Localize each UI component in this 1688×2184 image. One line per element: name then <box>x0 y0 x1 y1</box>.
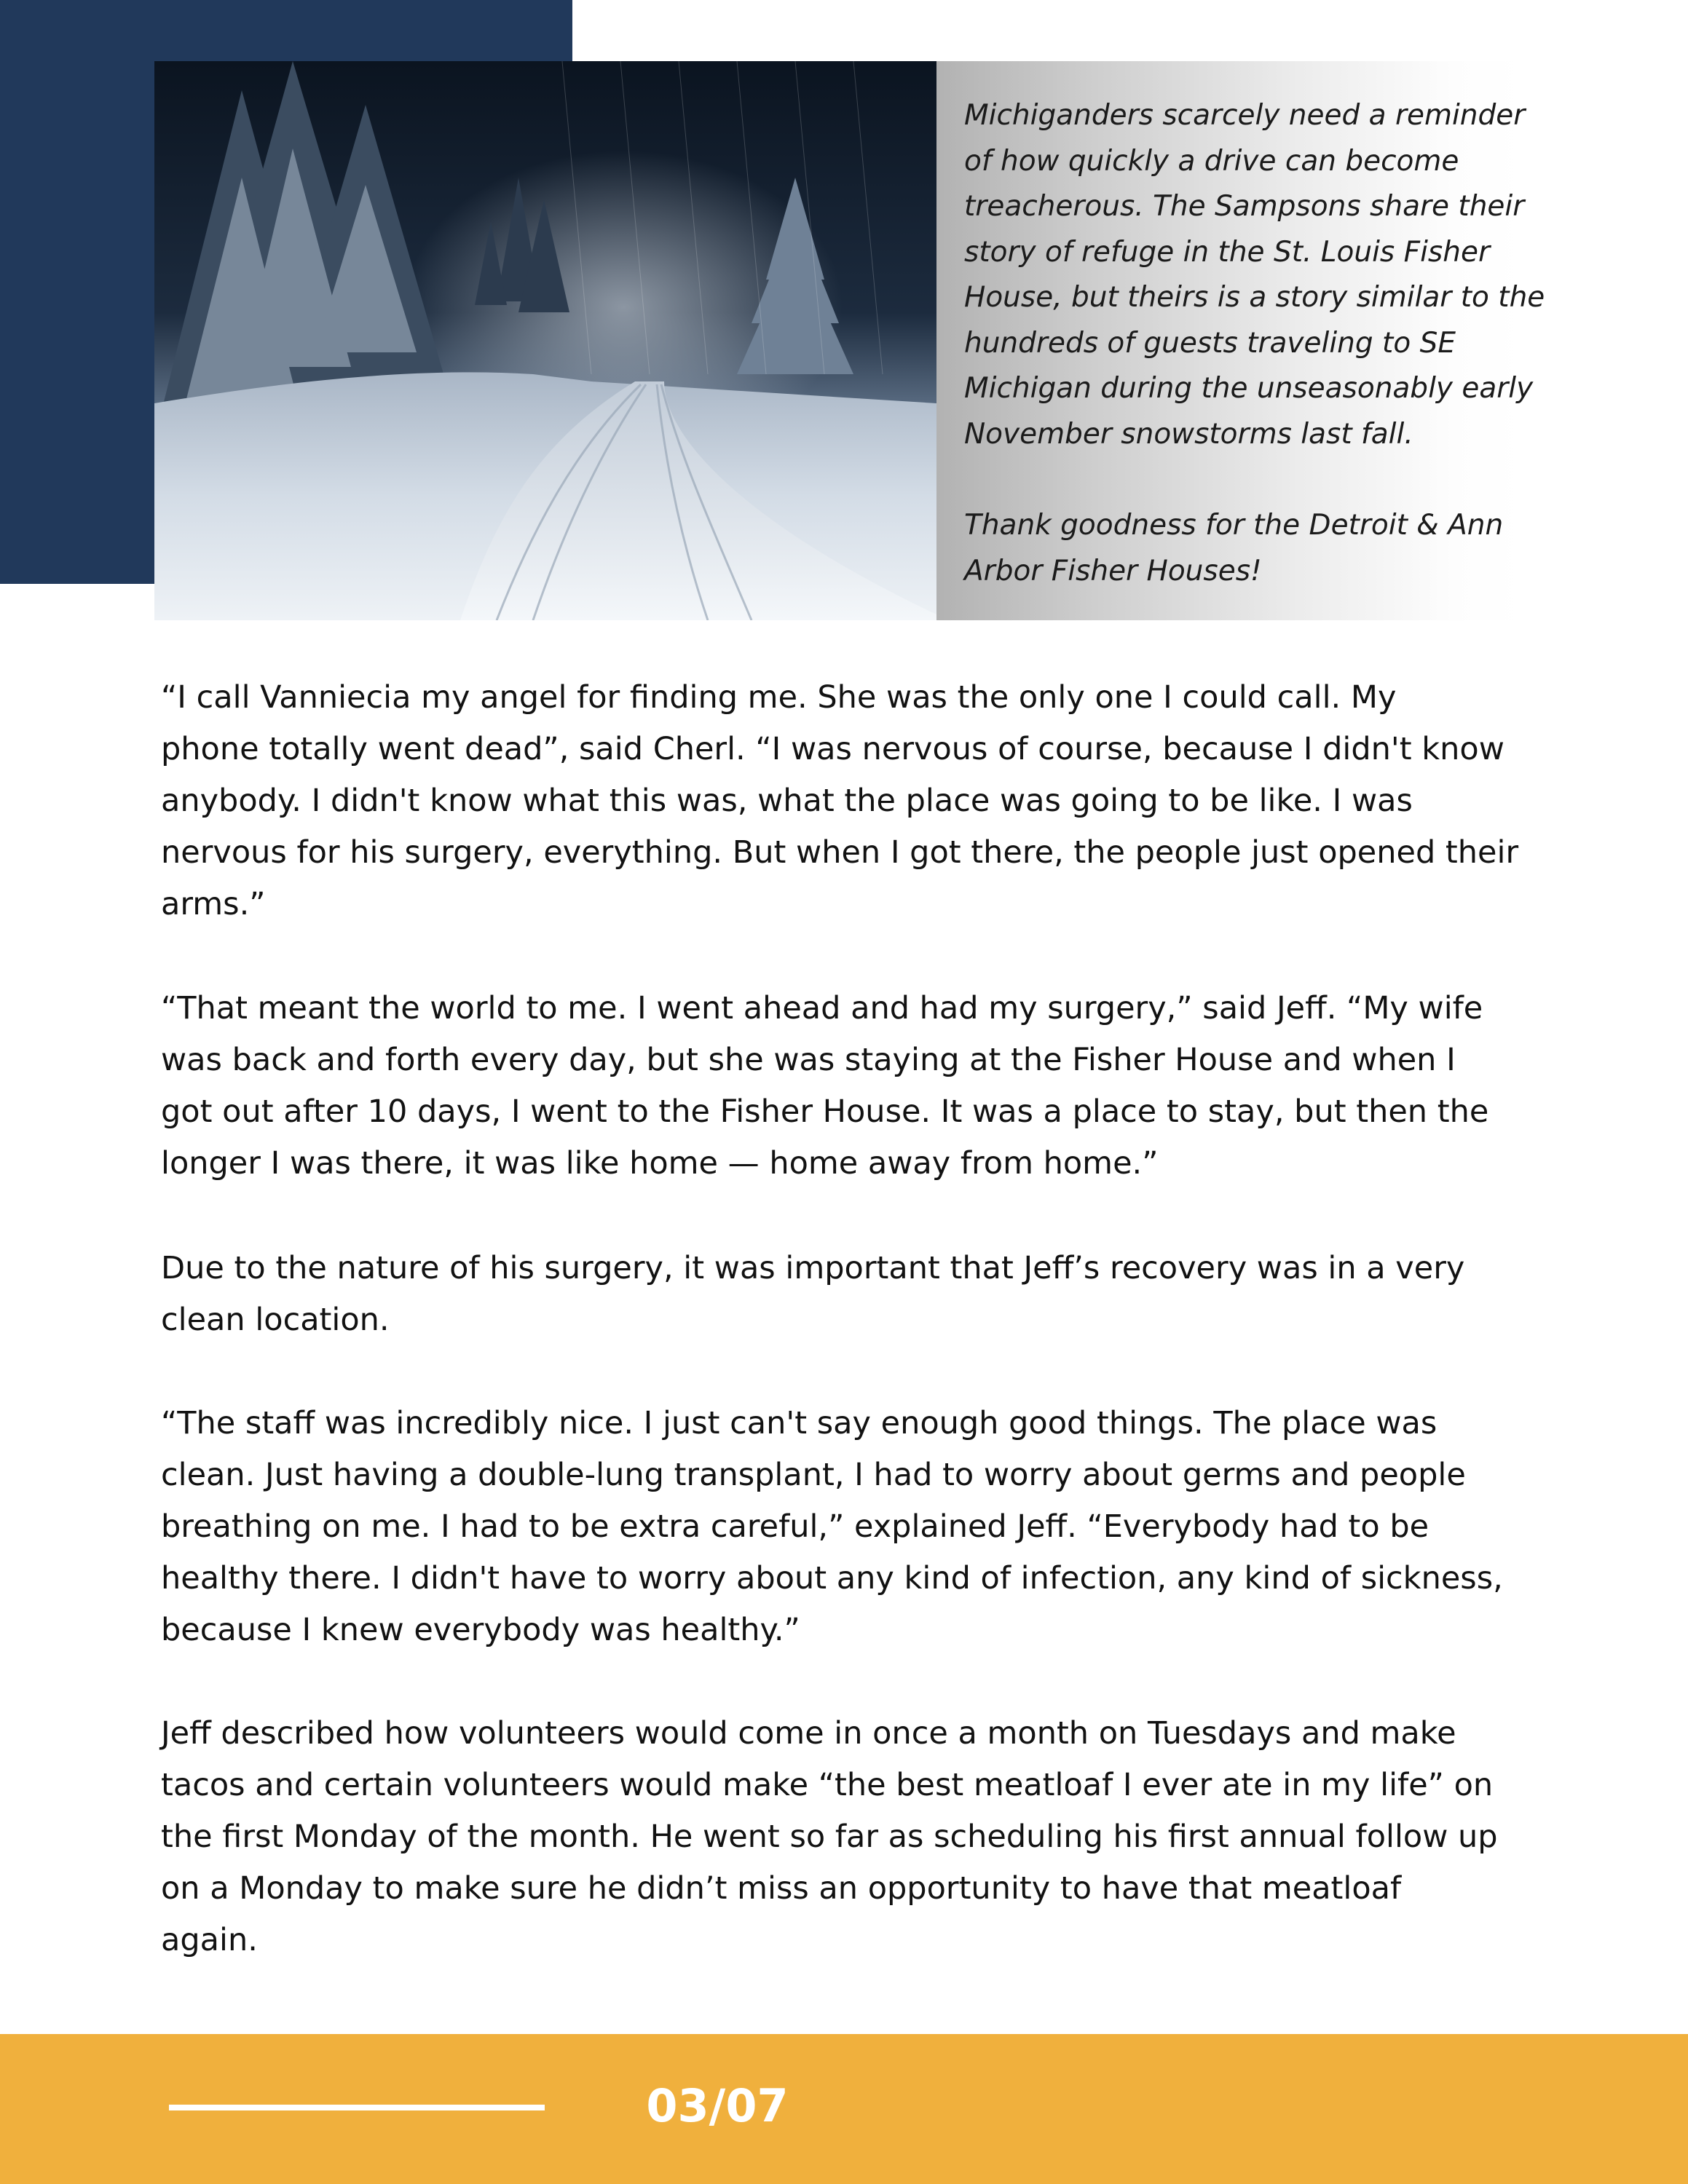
page-number: 03/07 <box>646 2079 789 2132</box>
snowy-road-photo <box>154 61 936 620</box>
article-paragraph: “I call Vanniecia my angel for finding me. She was the only one I could call. My phone totally went dead”, said Cherl. “I was nervous of course, because I didn't know anybody. I didn't know what this was, what the place was going to be like. I was nervous for his surgery, everything. But when I got there, the people just opened their arms.” <box>161 679 1519 922</box>
intro-closing-text: Thank goodness for the Detroit & Ann Arbor Fisher Houses! <box>964 509 1504 587</box>
intro-text: Michiganders scarcely need a reminder of how quickly a drive can become treacherous. The Sampsons share their story of refuge in the St. Louis Fisher House, but theirs is a story similar to the hundreds of guests traveling to SE Michigan during the unseasonably early November snowstorms last fall. <box>964 99 1545 451</box>
article-paragraph: “The staff was incredibly nice. I just can't say enough good things. The place was clean. Just having a double-lung transplant, I had to worry about germs and people breathing on me. I had to be extra careful,” explained Jeff. “Everybody had to be healthy there. I didn't have to worry about any kind of infection, any kind of sickness, because I knew everybody was healthy.” <box>161 1405 1503 1648</box>
article-paragraph: Jeff described how volunteers would come in once a month on Tuesdays and make tacos and certain volunteers would make “the best meatloaf I ever ate in my life” on the first Monday of the month. He went so far as scheduling his first annual follow up on a Monday to make sure he didn’t miss an opportunity to have that meatloaf again. <box>161 1715 1498 1958</box>
article-paragraph: Due to the nature of his surgery, it was important that Jeff’s recovery was in a very clean location. <box>161 1250 1465 1338</box>
article-paragraph: “That meant the world to me. I went ahead and had my surgery,” said Jeff. “My wife was back and forth every day, but she was staying at the Fisher House and when I got out after 10 days, I went to the Fisher House. It was a place to stay, but then the longer I was there, it was like home — home away from home.” <box>161 990 1489 1182</box>
footer-divider-line <box>169 2105 545 2110</box>
